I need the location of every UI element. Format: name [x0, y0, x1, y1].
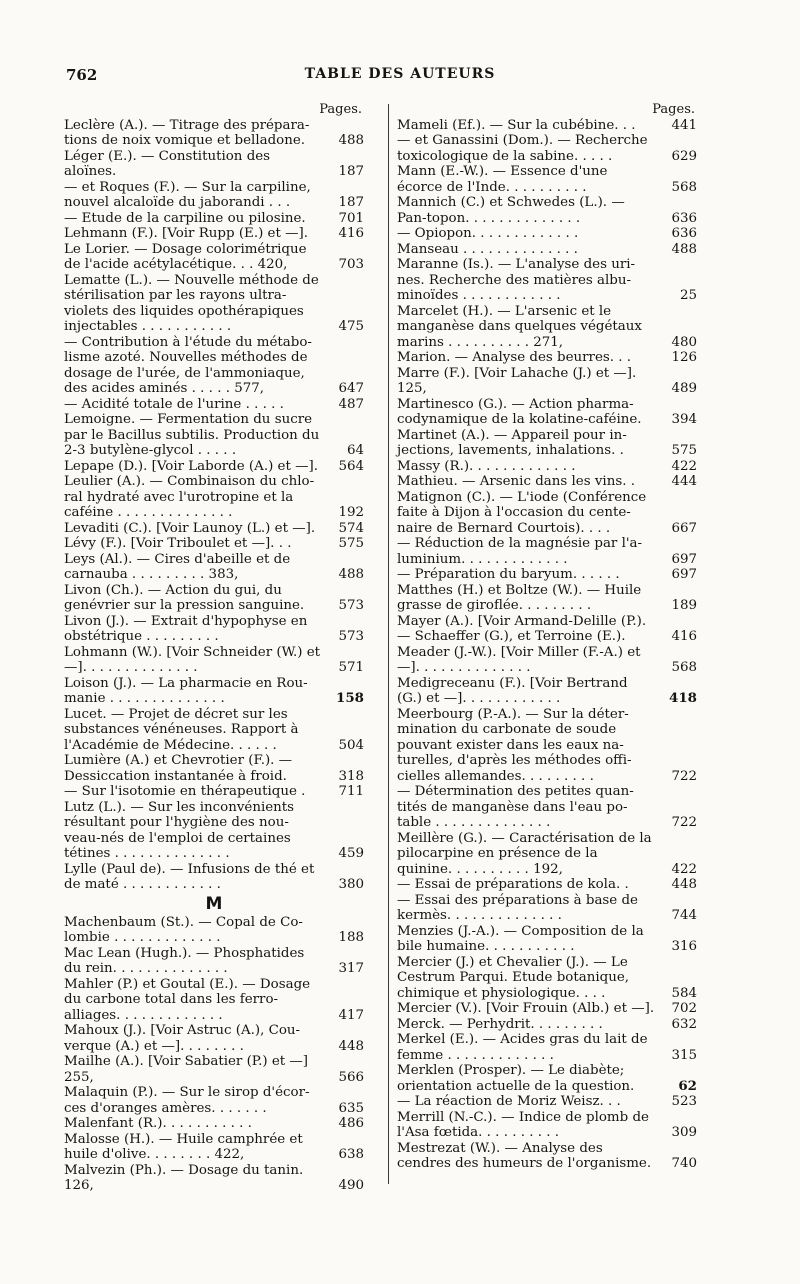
entry-text: — Acidité totale de l'urine . . . . .	[64, 396, 284, 412]
entry-page-number: 488	[338, 133, 364, 148]
entry-page-number: 187	[338, 164, 364, 179]
entry-page-number: 394	[671, 412, 697, 427]
index-entry	[64, 521, 364, 537]
index-entry	[64, 676, 364, 707]
entry-text: Leclère (A.). — Titrage des prépara-tions de noix vomique et belladone.	[64, 117, 310, 148]
entry-page-number: 744	[671, 908, 697, 923]
entry-page-number: 444	[671, 474, 697, 489]
index-entry	[397, 428, 697, 459]
index-entry	[397, 583, 697, 614]
entry-text: Martinet (A.). — Appareil pour in-jections, lavements, inhalations. .	[397, 427, 627, 458]
index-entry	[397, 366, 697, 397]
index-entry	[397, 707, 697, 785]
index-entry	[64, 946, 364, 977]
entry-text: Lepape (D.). [Voir Laborde (A.) et —].	[64, 458, 318, 474]
entry-text: Malosse (H.). — Huile camphrée et huile d'olive. . . . . . . . 422,	[64, 1131, 303, 1162]
entry-page-number: 486	[338, 1116, 364, 1131]
entry-text: — La réaction de Moriz Weisz. . .	[397, 1094, 621, 1109]
index-entry	[64, 1023, 364, 1054]
entry-page-number: 575	[671, 443, 697, 458]
index-entry	[64, 784, 364, 800]
index-entry	[397, 955, 697, 1002]
entry-page-number: 488	[671, 241, 697, 257]
entry-page-number: 575	[338, 536, 364, 551]
entry-page-number: 629	[671, 148, 697, 164]
index-entry	[64, 645, 364, 676]
entry-text: — Préparation du baryum. . . . . .	[397, 567, 620, 582]
entry-page-number: 701	[338, 210, 364, 226]
index-entry	[397, 877, 697, 893]
entry-text: Merck. — Perhydrit. . . . . . . . .	[397, 1016, 603, 1032]
entry-text: Lylle (Paul de). — Infusions de thé et de maté . . . . . . . . . . . .	[64, 861, 315, 892]
entry-text: Lévy (F.). [Voir Triboulet et —]. . .	[64, 536, 292, 551]
left-entries-m	[64, 915, 364, 1194]
entry-text: Lucet. — Projet de décret sur les substances vénéneuses. Rapport à l'Académie de Médecine. . . . . .	[64, 706, 299, 753]
entry-page-number: 64	[346, 443, 364, 458]
index-entry	[397, 831, 697, 878]
entry-text: Malvezin (Ph.). — Dosage du tanin. 126,	[64, 1162, 304, 1193]
index-entry	[397, 1094, 697, 1110]
entry-text: Lohmann (W.). [Voir Schneider (W.) et —]. . . . . . . . . . . . . .	[64, 644, 321, 675]
entry-text: — Schaeffer (G.), et Terroine (E.).	[397, 629, 626, 644]
entry-text: Mathieu. — Arsenic dans les vins. .	[397, 474, 635, 489]
index-entry	[397, 164, 697, 195]
index-entry	[397, 350, 697, 366]
entry-page-number: 722	[671, 815, 697, 830]
index-entry	[397, 459, 697, 475]
entry-text: — et Roques (F.). — Sur la carpiline, nouvel alcaloïde du jaborandi . . .	[64, 179, 311, 210]
index-entry	[397, 1032, 697, 1063]
index-entry	[397, 397, 697, 428]
entry-page-number: 573	[338, 629, 364, 644]
page-number: 762	[66, 66, 98, 84]
entry-text: Mameli (Ef.). — Sur la cubébine. . .	[397, 117, 636, 133]
entry-text: Lemoigne. — Fermentation du sucre par le Bacillus subtilis. Production du 2-3 butylène-glycol . . . . .	[64, 412, 320, 458]
entry-page-number: 632	[671, 1016, 697, 1032]
index-entry	[64, 552, 364, 583]
index-entry	[397, 784, 697, 831]
entry-text: Merrill (N.-C.). — Indice de plomb de l'Asa fœtida. . . . . . . . . .	[397, 1109, 649, 1140]
entry-text: Marre (F.). [Voir Lahache (J.) et —]. 125,	[397, 365, 637, 396]
entry-page-number: 697	[671, 567, 697, 582]
entry-text: Medigreceanu (F.). [Voir Bertrand (G.) et —]. . . . . . . . . . . .	[397, 675, 628, 706]
entry-page-number: 480	[671, 334, 697, 350]
index-entry	[397, 1110, 697, 1141]
index-entry	[397, 629, 697, 645]
index-entry	[64, 614, 364, 645]
entry-page-number: 523	[671, 1094, 697, 1109]
entry-text: Lehmann (F.). [Voir Rupp (E.) et —].	[64, 226, 308, 241]
index-entry	[397, 1017, 697, 1033]
entry-text: Merkel (E.). — Acides gras du lait de femme . . . . . . . . . . . . .	[397, 1032, 648, 1063]
entry-page-number: 416	[671, 629, 697, 644]
pages-column-label: Pages.	[319, 102, 362, 117]
index-entry	[64, 397, 364, 413]
entry-page-number: 309	[671, 1125, 697, 1140]
entry-text: Manseau . . . . . . . . . . . . . .	[397, 241, 578, 257]
left-column	[64, 102, 364, 1194]
entry-page-number: 703	[338, 257, 364, 272]
entry-text: Loison (J.). — La pharmacie en Rou-manie . . . . . . . . . . . . . .	[64, 675, 308, 706]
index-entry	[397, 474, 697, 490]
entry-text: Mahoux (J.). [Voir Astruc (A.), Cou-verque (A.) et —]. . . . . . . .	[64, 1023, 301, 1054]
entry-text: Leulier (A.). — Combinaison du chlo-ral hydraté avec l'urotropine et la caféine . . . . . . . . . . . . . .	[64, 474, 315, 520]
entry-page-number: 711	[338, 784, 364, 799]
entry-page-number: 571	[338, 660, 364, 675]
left-entries	[64, 118, 364, 893]
entry-text: Maranne (Is.). — L'analyse des uri-nes. Recherche des matières albu-minoïdes . . . . . . . . . . . .	[397, 257, 636, 303]
entry-page-number: 574	[338, 520, 364, 536]
entry-page-number: 697	[671, 551, 697, 567]
index-entry	[397, 924, 697, 955]
entry-text: Menzies (J.-A.). — Composition de la bile humaine. . . . . . . . . . .	[397, 923, 644, 954]
entry-text: Livon (J.). — Extrait d'hypophyse en obstétrique . . . . . . . . .	[64, 613, 308, 644]
pages-column-label: Pages.	[652, 102, 695, 117]
entry-page-number: 490	[338, 1178, 364, 1193]
entry-page-number: 192	[338, 505, 364, 520]
entry-text: Mac Lean (Hugh.). — Phosphatides du rein. . . . . . . . . . . . . .	[64, 945, 305, 976]
entry-page-number: 568	[671, 179, 697, 195]
entry-page-number: 584	[671, 985, 697, 1001]
index-entry	[397, 536, 697, 567]
entry-text: Lematte (L.). — Nouvelle méthode de stérilisation par les rayons ultra-violets des liquides opothérapiques injectables . . . . . . . . . . .	[64, 272, 319, 334]
entry-text: Matthes (H.) et Boltze (W.). — Huile grasse de giroflée. . . . . . . . .	[397, 582, 642, 613]
entry-text: Mercier (J.) et Chevalier (J.). — Le Cestrum Parqui. Etude botanique, chimique et physiologique. . . .	[397, 954, 630, 1001]
entry-text: Leys (Al.). — Cires d'abeille et de carnauba . . . . . . . . . 383,	[64, 551, 291, 582]
entry-text: Meillère (G.). — Caractérisation de la pilocarpine en présence de la quinine. . . . . . . . . . 192,	[397, 830, 652, 877]
index-entry	[64, 226, 364, 242]
entry-page-number: 318	[338, 768, 364, 784]
entry-page-number: 488	[338, 567, 364, 582]
index-entry	[397, 614, 697, 630]
entry-text: Meader (J.-W.). [Voir Miller (F.-A.) et —]. . . . . . . . . . . . . .	[397, 644, 641, 675]
entry-page-number: 566	[338, 1069, 364, 1085]
entry-text: Lutz (L.). — Sur les inconvénients résultant pour l'hygiène des nou-veau-nés de l'emploi de certaines tétines . . . . . . . . . . . . . .	[64, 799, 295, 861]
entry-text: Massy (R.). . . . . . . . . . . . .	[397, 458, 576, 474]
right-entries	[397, 118, 697, 1172]
index-entry	[64, 977, 364, 1024]
index-entry	[64, 412, 364, 459]
entry-text: — Opiopon. . . . . . . . . . . . .	[397, 226, 579, 241]
entry-text: Léger (E.). — Constitution des aloïnes.	[64, 148, 271, 179]
entry-text: Mahler (P.) et Goutal (E.). — Dosage du carbone total dans les ferro-alliages. . . . . . . . . . . . .	[64, 976, 311, 1023]
index-entry	[397, 1063, 697, 1094]
index-entry	[64, 1085, 364, 1116]
entry-page-number: 722	[671, 768, 697, 784]
entry-page-number: 422	[671, 861, 697, 877]
entry-text: Le Lorier. — Dosage colorimétrique de l'acide acétylacétique. . . 420,	[64, 241, 307, 272]
index-entry	[397, 257, 697, 304]
entry-text: Livon (Ch.). — Action du gui, du genévrier sur la pression sanguine.	[64, 582, 305, 613]
index-entry	[64, 1116, 364, 1132]
index-entry	[64, 149, 364, 180]
entry-page-number: 638	[338, 1147, 364, 1162]
entry-page-number: 636	[671, 226, 697, 241]
section-letter: M	[205, 893, 223, 914]
index-entry	[397, 195, 697, 226]
index-entry	[64, 707, 364, 754]
entry-page-number: 667	[671, 520, 697, 536]
entry-text: — Réduction de la magnésie par l'a-luminium. . . . . . . . . . . . .	[397, 536, 643, 567]
entry-page-number: 459	[338, 846, 364, 861]
entry-text: Mann (E.-W.). — Essence d'une écorce de l'Inde. . . . . . . . . .	[397, 164, 608, 195]
entry-text: — Essai des préparations à base de kermès. . . . . . . . . . . . . .	[397, 892, 638, 923]
entry-page-number: 187	[338, 195, 364, 210]
entry-page-number: 317	[338, 961, 364, 976]
index-entry	[397, 133, 697, 164]
entry-page-number: 568	[671, 660, 697, 675]
index-entry	[64, 1163, 364, 1194]
entry-page-number: 740	[671, 1156, 697, 1171]
entry-page-number: 487	[338, 396, 364, 412]
entry-page-number: 158	[336, 690, 364, 706]
index-entry	[397, 242, 697, 258]
entry-text: Mannich (C.) et Schwedes (L.). — Pan-topon. . . . . . . . . . . . . .	[397, 195, 625, 226]
entry-text: — Détermination des petites quan-tités de manganèse dans l'eau po-table . . . . . . . . . . . . . .	[397, 784, 634, 830]
index-entry	[397, 1001, 697, 1017]
entry-page-number: 380	[338, 877, 364, 892]
index-entry	[64, 753, 364, 784]
entry-page-number: 573	[338, 598, 364, 613]
index-entry	[64, 118, 364, 149]
entry-page-number: 448	[671, 877, 697, 892]
index-entry	[64, 180, 364, 211]
right-column	[397, 102, 697, 1172]
entry-page-number: 441	[671, 117, 697, 133]
entry-page-number: 416	[338, 226, 364, 241]
index-entry	[397, 1141, 697, 1172]
entry-text: Malaquin (P.). — Sur le sirop d'écor-ces d'oranges amères. . . . . . .	[64, 1085, 310, 1116]
index-entry	[397, 226, 697, 242]
entry-page-number: 564	[338, 458, 364, 474]
entry-page-number: 188	[338, 930, 364, 945]
index-entry	[64, 800, 364, 862]
entry-text: — Essai de préparations de kola. .	[397, 877, 629, 892]
index-entry	[397, 893, 697, 924]
index-entry	[64, 335, 364, 397]
entry-text: Meerbourg (P.-A.). — Sur la déter-mination du carbonate de soude pouvant exister dans les eaux na-turelles, d'après les méthodes offi-cielles allemandes. . . . . . . . .	[397, 706, 632, 784]
index-entry	[64, 583, 364, 614]
entry-text: Matignon (C.). — L'iode (Conférence faite à Dijon à l'occasion du cente-naire de Bernard Courtois). . . .	[397, 489, 647, 536]
index-entry	[64, 536, 364, 552]
index-entry	[64, 1054, 364, 1085]
index-entry	[64, 242, 364, 273]
index-entry	[64, 915, 364, 946]
entry-page-number: 702	[671, 1001, 697, 1016]
index-entry	[64, 459, 364, 475]
entry-page-number: 504	[338, 737, 364, 753]
entry-text: Malenfant (R.). . . . . . . . . . .	[64, 1116, 252, 1131]
entry-text: — et Ganassini (Dom.). — Recherche toxicologique de la sabine. . . . .	[397, 133, 648, 164]
entry-text: Marion. — Analyse des beurres. . .	[397, 350, 632, 365]
entry-text: Mailhe (A.). [Voir Sabatier (P.) et —] 255,	[64, 1054, 309, 1085]
entry-page-number: 489	[671, 381, 697, 396]
entry-text: Martinesco (G.). — Action pharma-codynamique de la kolatine-caféine.	[397, 396, 642, 427]
column-divider	[388, 104, 389, 1184]
index-entry	[64, 1132, 364, 1163]
entry-page-number: 422	[671, 458, 697, 474]
entry-page-number: 189	[671, 598, 697, 613]
entry-page-number: 126	[671, 350, 697, 365]
entry-page-number: 315	[671, 1047, 697, 1063]
entry-page-number: 25	[679, 288, 697, 303]
entry-text: Lumière (A.) et Chevrotier (F.). — Dessiccation instantanée à froid.	[64, 753, 293, 784]
entry-text: — Sur l'isotomie en thérapeutique .	[64, 784, 306, 799]
index-entry	[397, 676, 697, 707]
entry-text: Mayer (A.). [Voir Armand-Delille (P.).	[397, 613, 647, 629]
index-entry	[397, 118, 697, 134]
index-entry	[64, 862, 364, 893]
entry-page-number: 647	[338, 381, 364, 396]
running-head-title: TABLE DES AUTEURS	[304, 66, 496, 82]
entry-text: Mestrezat (W.). — Analyse des cendres des humeurs de l'organisme.	[397, 1140, 652, 1171]
entry-page-number: 475	[338, 319, 364, 334]
entry-page-number: 62	[678, 1077, 697, 1094]
entry-page-number: 417	[338, 1007, 364, 1023]
entry-page-number: 316	[671, 939, 697, 954]
index-entry	[397, 567, 697, 583]
index-entry	[397, 304, 697, 351]
entry-text: Merklen (Prosper). — Le diabète; orientation actuelle de la question.	[397, 1063, 635, 1094]
entry-page-number: 448	[338, 1038, 364, 1054]
entry-text: — Contribution à l'étude du métabo-lisme azoté. Nouvelles méthodes de dosage de l'urée, de l'ammoniaque, des acides aminés . . . . . 577,	[64, 334, 312, 396]
index-entry	[64, 211, 364, 227]
index-entry	[397, 490, 697, 537]
index-entry	[64, 273, 364, 335]
entry-text: — Etude de la carpiline ou pilosine.	[64, 210, 306, 226]
entry-text: Marcelet (H.). — L'arsenic et le manganèse dans quelques végétaux marins . . . . . . . . . . 271,	[397, 303, 642, 350]
entry-text: Machenbaum (St.). — Copal de Co-lombie . . . . . . . . . . . . .	[64, 914, 303, 945]
entry-page-number: 418	[669, 690, 697, 706]
index-entry	[397, 645, 697, 676]
index-entry	[64, 474, 364, 521]
entry-page-number: 636	[671, 210, 697, 226]
entry-page-number: 635	[338, 1100, 364, 1116]
entry-text: Levaditi (C.). [Voir Launoy (L.) et —].	[64, 520, 316, 536]
entry-text: Mercier (V.). [Voir Frouin (Alb.) et —].	[397, 1001, 655, 1016]
